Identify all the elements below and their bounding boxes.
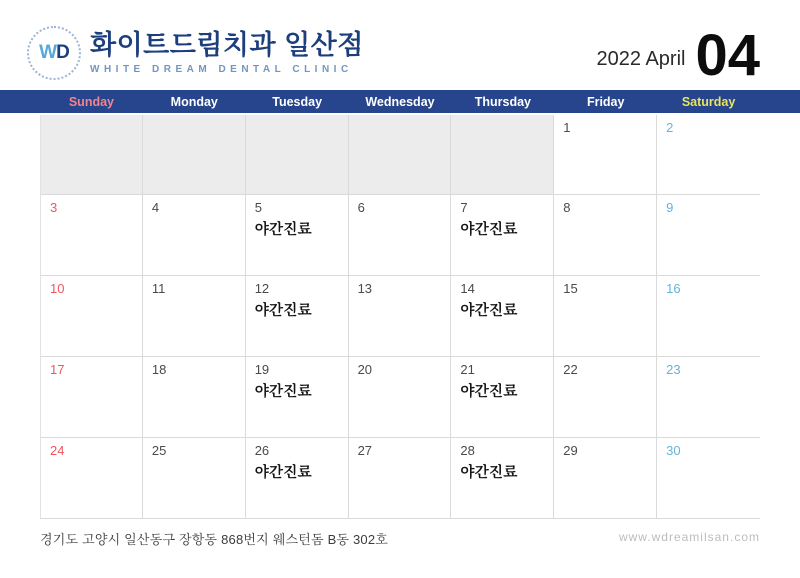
calendar-cell bbox=[451, 115, 554, 195]
calendar-cell bbox=[143, 115, 246, 195]
header bbox=[0, 0, 800, 90]
calendar-cell bbox=[657, 115, 760, 195]
calendar-cell bbox=[657, 438, 760, 519]
weekday-header-bar bbox=[0, 90, 800, 113]
footer bbox=[40, 529, 760, 548]
calendar-cell bbox=[143, 438, 246, 519]
calendar-cell bbox=[246, 195, 349, 276]
calendar-cell bbox=[40, 195, 143, 276]
event-label: 야간진료 bbox=[254, 222, 312, 238]
calendar-cell bbox=[451, 357, 554, 438]
clinic-name: 화이트드림치과 일산점 bbox=[90, 30, 364, 61]
date-number: 8 bbox=[563, 200, 571, 215]
event-label: 야간진료 bbox=[460, 222, 518, 238]
date-number: 2 bbox=[666, 120, 674, 135]
calendar-cell bbox=[554, 276, 657, 357]
calendar-cell bbox=[40, 357, 143, 438]
date-number: 7 bbox=[460, 200, 468, 215]
calendar-cell bbox=[143, 357, 246, 438]
logo-monogram bbox=[39, 42, 69, 64]
date-number: 11 bbox=[151, 281, 166, 296]
date-number: 24 bbox=[50, 443, 65, 458]
calendar-cell bbox=[349, 276, 452, 357]
date-number: 29 bbox=[563, 443, 578, 458]
date-number: 5 bbox=[254, 200, 262, 215]
date-number: 26 bbox=[254, 443, 270, 458]
event-label: 야간진료 bbox=[254, 465, 312, 481]
date-number: 4 bbox=[151, 200, 160, 215]
date-number: 27 bbox=[357, 443, 373, 458]
logo-letter-d: D bbox=[56, 42, 69, 63]
date-number: 6 bbox=[357, 200, 365, 215]
event-label: 야간진료 bbox=[460, 465, 518, 481]
date-number: 23 bbox=[666, 362, 681, 377]
date-number: 25 bbox=[151, 443, 167, 458]
date-number: 13 bbox=[357, 281, 373, 296]
date-number: 19 bbox=[254, 362, 270, 377]
calendar-grid bbox=[40, 115, 760, 519]
weekday-labels bbox=[40, 90, 760, 113]
event-label: 야간진료 bbox=[460, 303, 518, 319]
calendar-cell bbox=[40, 438, 143, 519]
website-url: www.wdreamilsan.com bbox=[618, 530, 760, 544]
calendar-cell bbox=[451, 276, 554, 357]
logo-letter-w: W bbox=[39, 42, 57, 63]
calendar-cell bbox=[554, 357, 657, 438]
date-number: 9 bbox=[666, 200, 674, 215]
clinic-title-block bbox=[90, 31, 364, 75]
calendar-cell bbox=[554, 438, 657, 519]
calendar-cell bbox=[143, 195, 246, 276]
calendar-cell bbox=[246, 438, 349, 519]
calendar-cell bbox=[143, 276, 246, 357]
weekday-label-monday: Monday bbox=[170, 94, 218, 109]
date-number: 12 bbox=[254, 281, 270, 296]
weekday-label-saturday: Saturday bbox=[681, 94, 736, 109]
calendar-cell bbox=[246, 115, 349, 195]
date-number: 17 bbox=[50, 362, 65, 377]
weekday-label-thursday: Thursday bbox=[474, 94, 531, 109]
weekday-label-tuesday: Tuesday bbox=[272, 94, 323, 109]
calendar-cell bbox=[349, 357, 452, 438]
clinic-brand bbox=[27, 26, 364, 80]
calendar-cell bbox=[40, 276, 143, 357]
calendar-cell bbox=[40, 115, 143, 195]
date-number: 22 bbox=[563, 362, 578, 377]
month-header bbox=[596, 23, 760, 89]
calendar-cell bbox=[451, 195, 554, 276]
calendar-cell bbox=[657, 276, 760, 357]
date-number: 1 bbox=[563, 120, 571, 135]
event-label: 야간진료 bbox=[254, 384, 312, 400]
clinic-name-english: WHITE DREAM DENTAL CLINIC bbox=[90, 63, 353, 75]
calendar-cell bbox=[349, 115, 452, 195]
clinic-address: 경기도 고양시 일산동구 장항동 868번지 웨스턴돔 B동 302호 bbox=[40, 532, 389, 547]
calendar-cell bbox=[349, 195, 452, 276]
event-label: 야간진료 bbox=[254, 303, 312, 319]
date-number: 14 bbox=[460, 281, 475, 296]
calendar-cell bbox=[349, 438, 452, 519]
calendar-cell bbox=[657, 195, 760, 276]
date-number: 21 bbox=[460, 362, 475, 377]
date-number: 16 bbox=[666, 281, 681, 296]
weekday-label-wednesday: Wednesday bbox=[365, 94, 435, 109]
event-label: 야간진료 bbox=[460, 384, 518, 400]
date-number: 3 bbox=[50, 200, 58, 215]
date-number: 10 bbox=[50, 281, 65, 296]
date-number: 15 bbox=[563, 281, 578, 296]
weekday-label-friday: Friday bbox=[586, 94, 625, 109]
calendar-cell bbox=[451, 438, 554, 519]
date-number: 20 bbox=[357, 362, 373, 377]
calendar-cell bbox=[246, 276, 349, 357]
date-number: 28 bbox=[460, 443, 475, 458]
weekday-label-sunday: Sunday bbox=[68, 94, 114, 109]
calendar-cell bbox=[554, 195, 657, 276]
year-month-label: 2022 April bbox=[596, 48, 686, 70]
month-number: 04 bbox=[695, 23, 760, 89]
calendar-cell bbox=[246, 357, 349, 438]
calendar-cell bbox=[554, 115, 657, 195]
date-number: 18 bbox=[151, 362, 167, 377]
calendar-cell bbox=[657, 357, 760, 438]
date-number: 30 bbox=[666, 443, 681, 458]
clinic-logo-icon bbox=[27, 26, 81, 80]
